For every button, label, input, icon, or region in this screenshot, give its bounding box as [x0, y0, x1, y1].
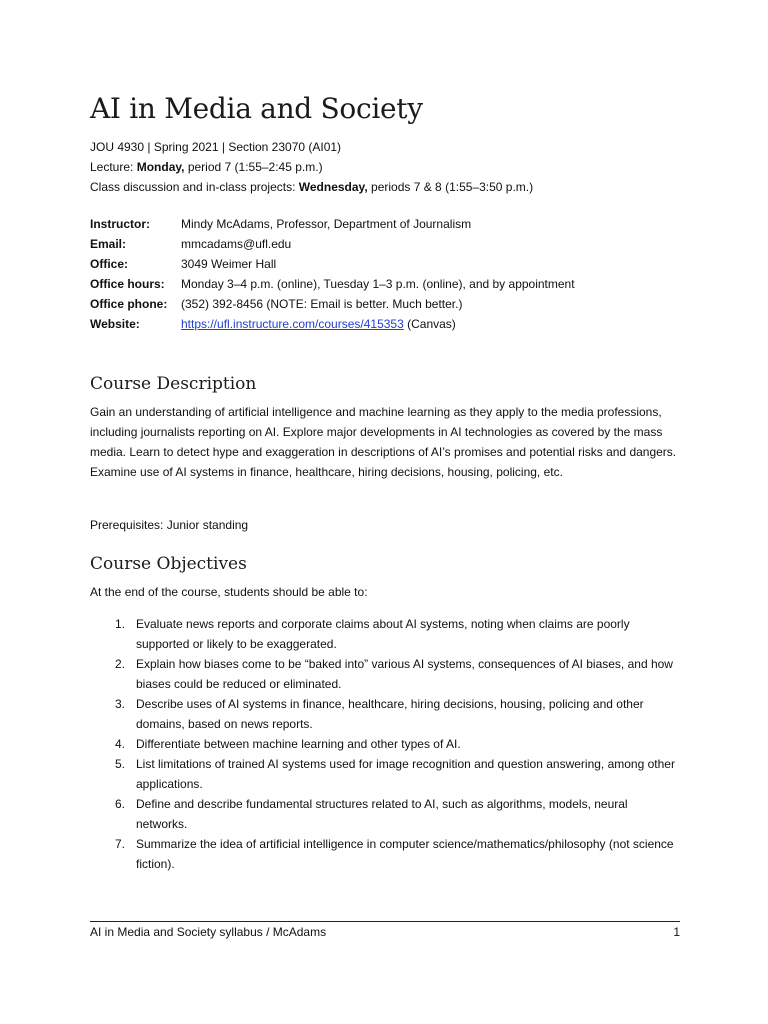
contact-label: Office phone:	[90, 297, 168, 311]
list-item	[90, 654, 680, 694]
list-text: Explain how biases come to be “baked into” various AI systems, consequences of AI biases, and how biases could be reduced or eliminated.	[136, 657, 673, 691]
objectives-intro: At the end of the course, students should be able to:	[90, 585, 368, 599]
lecture-line	[90, 157, 533, 177]
prerequisites: Prerequisites: Junior standing	[90, 518, 249, 532]
list-number: 6.	[114, 797, 125, 811]
contact-label: Email:	[90, 237, 127, 251]
contact-label: Instructor:	[90, 217, 150, 231]
contact-value: Mindy McAdams, Professor, Department of Journalism	[181, 217, 472, 231]
contact-value: (352) 392-8456 (NOTE: Email is better. Much better.)	[181, 297, 463, 311]
list-item	[90, 834, 680, 874]
footer-divider	[90, 921, 680, 922]
contact-row-instructor	[90, 214, 575, 234]
list-item	[90, 794, 680, 834]
list-number: 3.	[114, 697, 125, 711]
contact-label: Website:	[90, 317, 140, 331]
contact-label: Office hours:	[90, 277, 165, 291]
discussion-line	[90, 177, 533, 197]
course-description-text: Gain an understanding of artificial intelligence and machine learning as they apply to the media professions, including journalists reporting on AI. Explore major developments in AI technologies as covered by the mass media. Learn to detect hype and exaggeration in descriptions of AI’s promises and potential risks and dangers. Examine use of AI systems in finance, healthcare, hiring decisions, housing, policing, etc.	[90, 405, 677, 479]
list-text: Evaluate news reports and corporate claims about AI systems, noting when claims are poorly supported or likely to be exaggerated.	[136, 617, 630, 651]
website-link[interactable]: https://ufl.instructure.com/courses/415353	[181, 317, 404, 331]
discussion-label: Class discussion and in-class projects:	[90, 180, 299, 194]
contact-row-office-phone	[90, 294, 575, 314]
list-text: Describe uses of AI systems in finance, healthcare, hiring decisions, housing, policing and other domains, based on news reports.	[136, 697, 644, 731]
website-suffix: (Canvas)	[403, 317, 456, 331]
list-number: 2.	[114, 657, 125, 671]
contact-value: 3049 Weimer Hall	[181, 257, 277, 271]
list-item	[90, 614, 680, 654]
course-line: JOU 4930 | Spring 2021 | Section 23070 (AI01)	[90, 140, 342, 154]
list-text: Define and describe fundamental structures related to AI, such as algorithms, models, neural networks.	[136, 797, 628, 831]
contact-row-email	[90, 234, 575, 254]
list-text: List limitations of trained AI systems used for image recognition and question answering, among other applications.	[136, 757, 675, 791]
contact-table	[90, 214, 575, 334]
lecture-time: period 7 (1:55–2:45 p.m.)	[184, 160, 323, 174]
website-value	[181, 314, 456, 334]
discussion-day: Wednesday,	[298, 180, 368, 194]
contact-row-office-hours	[90, 274, 575, 294]
page-title: AI in Media and Society	[90, 92, 423, 125]
contact-value: mmcadams@ufl.edu	[181, 237, 292, 251]
contact-label: Office:	[90, 257, 129, 271]
page-number: 1	[673, 925, 680, 939]
contact-row-office	[90, 254, 575, 274]
objectives-list	[90, 614, 680, 874]
lecture-day: Monday,	[136, 160, 185, 174]
list-text: Differentiate between machine learning and other types of AI.	[136, 737, 461, 751]
list-number: 7.	[114, 837, 125, 851]
course-meta	[90, 137, 533, 197]
list-number: 4.	[114, 737, 125, 751]
course-description-heading: Course Description	[90, 374, 257, 394]
list-item	[90, 694, 680, 734]
footer-title: AI in Media and Society syllabus / McAdams	[90, 925, 327, 939]
list-item	[90, 734, 680, 754]
list-item	[90, 754, 680, 794]
list-text: Summarize the idea of artificial intelligence in computer science/mathematics/philosophy (not science fiction).	[136, 837, 674, 871]
list-number: 1.	[114, 617, 125, 631]
discussion-time: periods 7 & 8 (1:55–3:50 p.m.)	[367, 180, 534, 194]
contact-row-website	[90, 314, 575, 334]
course-objectives-heading: Course Objectives	[90, 554, 247, 574]
contact-value: Monday 3–4 p.m. (online), Tuesday 1–3 p.m. (online), and by appointment	[181, 277, 575, 291]
lecture-label: Lecture:	[90, 160, 137, 174]
list-number: 5.	[114, 757, 125, 771]
